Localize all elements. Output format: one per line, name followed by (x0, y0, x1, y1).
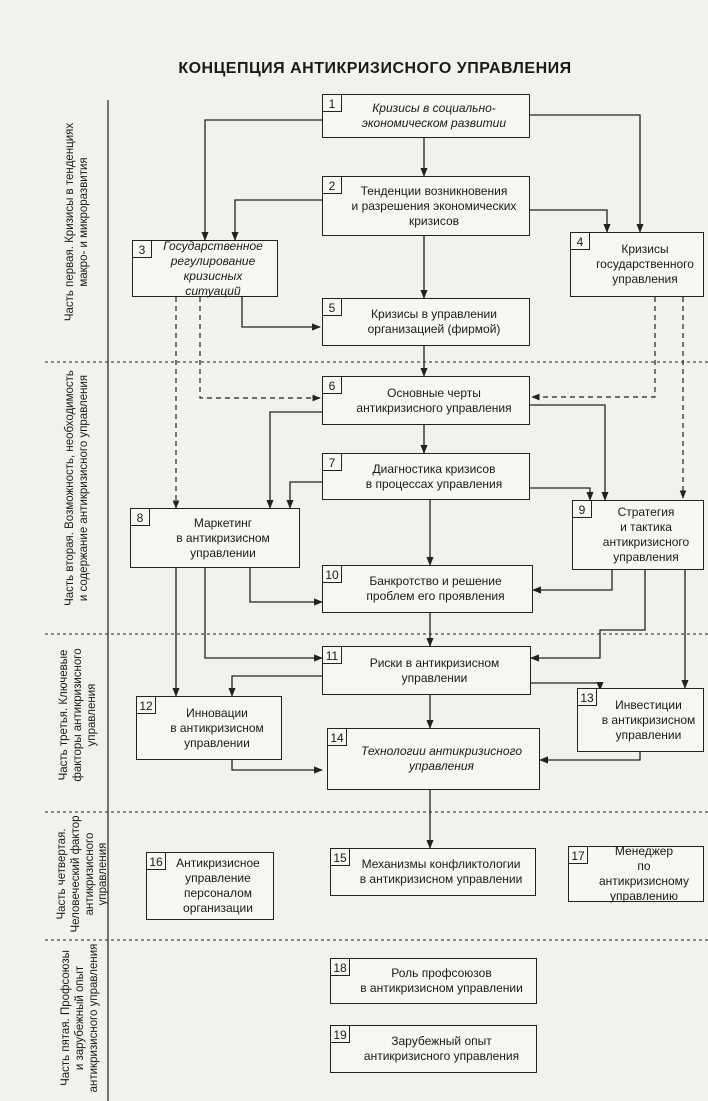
box-number: 5 (322, 298, 342, 316)
box-label: Маркетинг в антикризисном управлении (176, 515, 270, 560)
box-8 (130, 508, 300, 568)
box-label: Тенденции возникновения и разрешения экономических кризисов (351, 183, 517, 228)
box-number: 14 (327, 728, 347, 746)
box-number: 18 (330, 958, 350, 976)
box-16 (146, 852, 274, 920)
box-number: 10 (322, 565, 342, 583)
part-label-3: Часть третья. Ключевые факторы антикризисного управления (58, 648, 98, 782)
box-13 (577, 688, 704, 752)
box-label: Зарубежный опыт антикризисного управления (363, 1034, 520, 1063)
box-label: Роль профсоюзов в антикризисном управлении (360, 966, 523, 995)
box-label: Механизмы конфликтологии в антикризисном управлении (359, 857, 523, 886)
box-17 (568, 846, 704, 902)
box-12 (136, 696, 282, 760)
box-18 (330, 958, 537, 1004)
box-number: 13 (577, 688, 597, 706)
box-label: Инновации в антикризисном управлении (170, 705, 264, 750)
box-label: Основные черты антикризисного управления (356, 385, 512, 415)
box-number: 4 (570, 232, 590, 250)
box-number: 19 (330, 1025, 350, 1043)
part-label-2: Часть вторая. Возможность, необходимость и содержание антикризисного управления (64, 370, 90, 606)
box-number: 17 (568, 846, 588, 864)
box-number: 11 (322, 646, 342, 664)
part-label-4: Часть четвертая. Человеческий фактор антикризисного управления (56, 815, 110, 933)
box-label: Банкротство и решение проблем его проявления (366, 574, 505, 603)
box-label: Менеджер по антикризисному управлению (598, 844, 690, 903)
box-9 (572, 500, 704, 570)
box-label: Антикризисное управление персоналом организации (176, 856, 260, 915)
box-4 (570, 232, 704, 297)
box-number: 3 (132, 240, 152, 258)
box-number: 9 (572, 500, 592, 518)
box-label: Кризисы в социально- экономическом развитии (361, 101, 506, 130)
box-11 (322, 646, 531, 695)
part-label-1: Часть первая. Кризисы в тенденциях макро- и микроразвития (64, 122, 90, 322)
part-label-5: Часть пятая. Профсоюзы и зарубежный опыт антикризисного управления (60, 943, 100, 1093)
box-label: Технологии антикризисного управления (360, 744, 523, 773)
box-label: Стратегия и тактика антикризисного управления (602, 505, 690, 564)
box-label: Инвестиции в антикризисном управлении (601, 697, 696, 742)
box-number: 15 (330, 848, 350, 866)
box-number: 16 (146, 852, 166, 870)
box-number: 2 (322, 176, 342, 194)
box-7 (322, 453, 530, 500)
box-3 (132, 240, 278, 297)
box-19 (330, 1025, 537, 1073)
box-2 (322, 176, 530, 236)
box-number: 1 (322, 94, 342, 112)
box-label: Кризисы в управлении организацией (фирмой) (367, 307, 501, 336)
box-number: 7 (322, 453, 342, 471)
box-1 (322, 94, 530, 138)
box-5 (322, 298, 530, 346)
box-label: Риски в антикризисном управлении (369, 655, 500, 685)
box-10 (322, 565, 533, 613)
box-14 (327, 728, 540, 790)
box-label: Государственное регулирование кризисных ситуаций (163, 238, 263, 298)
page-title: КОНЦЕПЦИЯ АНТИКРИЗИСНОГО УПРАВЛЕНИЯ (178, 60, 572, 77)
box-6 (322, 376, 530, 425)
box-label: Диагностика кризисов в процессах управления (365, 461, 503, 491)
box-15 (330, 848, 536, 896)
box-number: 12 (136, 696, 156, 714)
box-number: 6 (322, 376, 342, 394)
box-number: 8 (130, 508, 150, 526)
box-label: Кризисы государственного управления (596, 242, 694, 286)
